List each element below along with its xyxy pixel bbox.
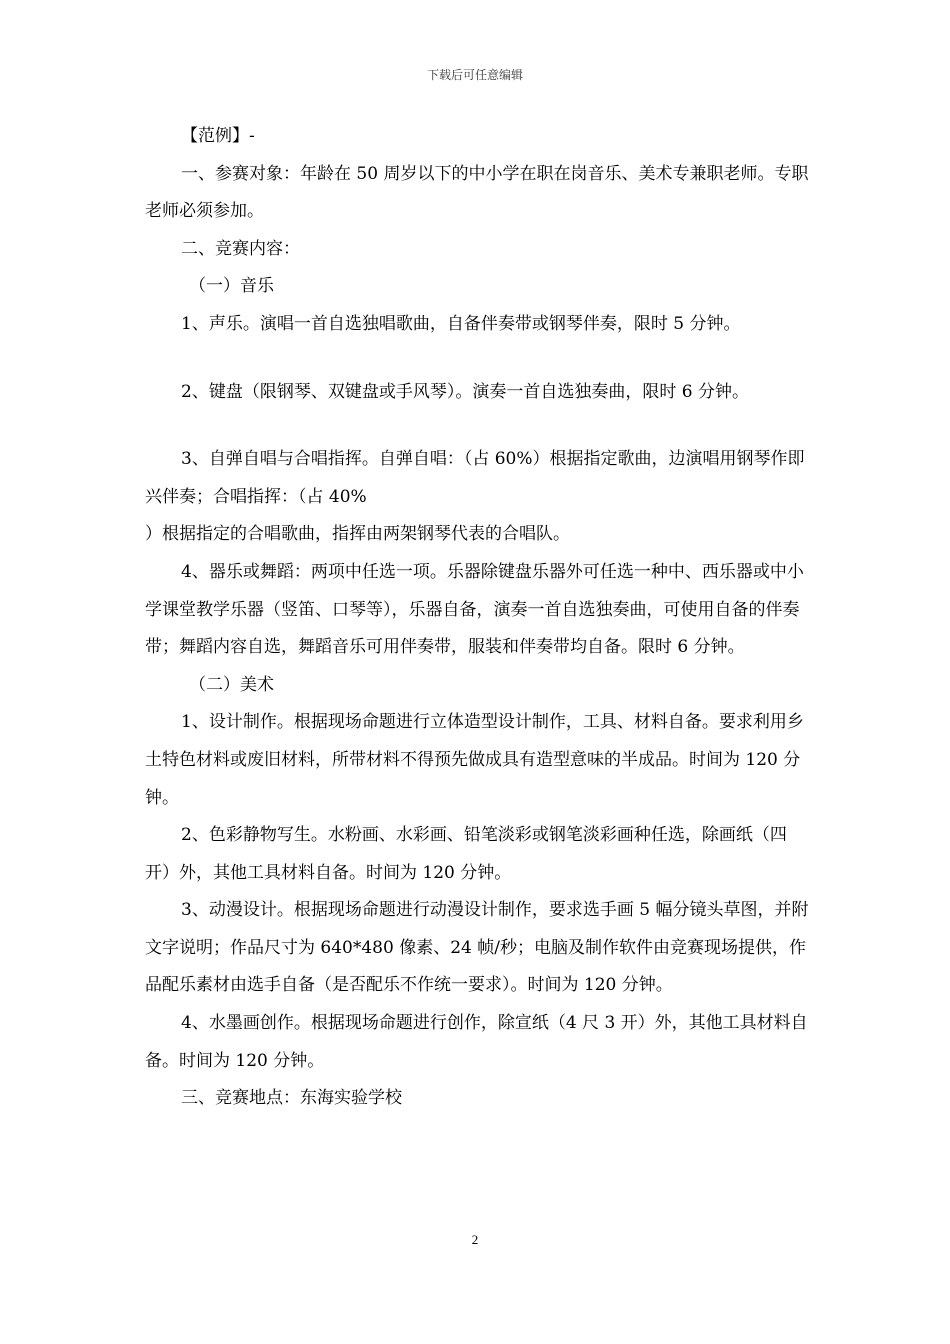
paragraph-instrument-dance: 4、器乐或舞蹈：两项中任选一项。乐器除键盘乐器外可任选一种中、西乐器或中小学课堂教学乐器（竖笛、口琴等），乐器自备，演奏一首自选独奏曲，可使用自备的伴奏带；舞蹈内容自选，舞蹈音乐可用伴奏带，服装和伴奏带均自备。限时 6 分钟。 <box>145 561 804 658</box>
page-number: 2 <box>471 1232 479 1247</box>
paragraph-participants: 一、参赛对象：年龄在 50 周岁以下的中小学在职在岗音乐、美术专兼职老师。专职老师必须参加。 <box>145 163 809 222</box>
paragraph-music-heading: （一）音乐 <box>189 276 274 297</box>
paragraph-vocal: 1、声乐。演唱一首自选独唱歌曲，自备伴奏带或钢琴伴奏，限时 5 分钟。 <box>181 313 741 334</box>
paragraph-sing-conduct: 3、自弹自唱与合唱指挥。自弹自唱：（占 60%）根据指定歌曲，边演唱用钢琴作即兴伴奏；合唱指挥：（占 40% <box>145 449 805 507</box>
paragraph-ink-painting: 4、水墨画创作。根据现场命题进行创作，除宣纸（4 尺 3 开）外，其他工具材料自备。时间为 120 分钟。 <box>145 1013 808 1071</box>
paragraph-venue: 三、竞赛地点：东海实验学校 <box>181 1088 402 1109</box>
paragraph-keyboard: 2、键盘（限钢琴、双键盘或手风琴）。演奏一首自选独奏曲，限时 6 分钟。 <box>181 381 749 402</box>
spacer <box>145 344 810 374</box>
document-body <box>145 118 810 1118</box>
paragraph-still-life: 2、色彩静物写生。水粉画、水彩画、铅笔淡彩或钢笔淡彩画种任选，除画纸（四开）外，其他工具材料自备。时间为 120 分钟。 <box>145 825 787 883</box>
paragraph-example-label: 【范例】- <box>181 126 255 146</box>
paragraph-animation: 3、动漫设计。根据现场命题进行动漫设计制作，要求选手画 5 幅分镜头草图，并附文字说明；作品尺寸为 640*480 像素、24 帧/秒；电脑及制作软件由竞赛现场提供，作品配乐素材由选手自备（是否配乐不作统一要求）。时间为 120 分钟。 <box>145 900 809 996</box>
paragraph-content-heading: 二、竞赛内容： <box>181 238 300 259</box>
paragraph-art-heading: （二）美术 <box>189 674 274 695</box>
paragraph-sing-conduct-cont: ）根据指定的合唱歌曲，指挥由两架钢琴代表的合唱队。 <box>145 524 570 545</box>
paragraph-design: 1、设计制作。根据现场命题进行立体造型设计制作，工具、材料自备。要求利用乡土特色材料或废旧材料，所带材料不得预先做成具有造型意味的半成品。时间为 120 分钟。 <box>145 712 804 808</box>
spacer <box>145 411 810 441</box>
page-header: 下载后可任意编辑 <box>426 68 523 82</box>
